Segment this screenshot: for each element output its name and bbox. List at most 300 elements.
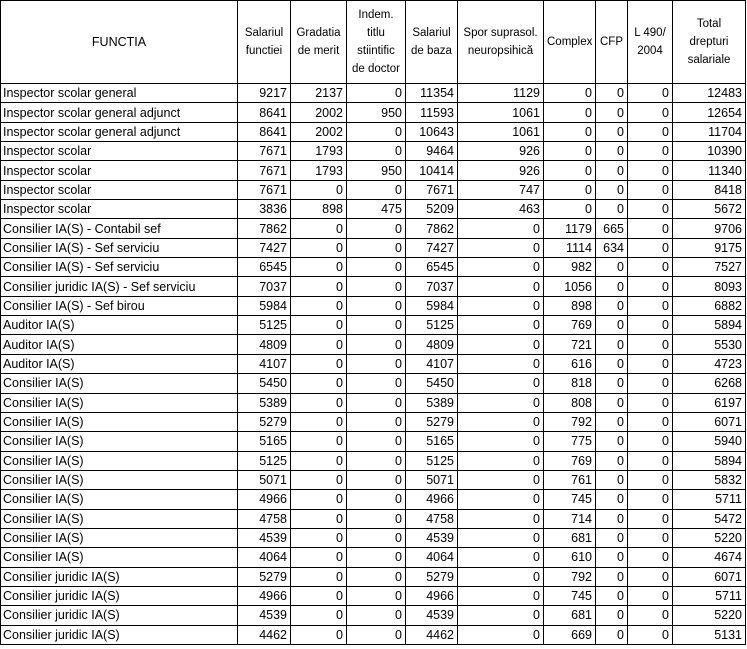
cell-gradatia-de-merit: 0 xyxy=(291,451,347,470)
cell-gradatia-de-merit: 0 xyxy=(291,258,347,277)
cell-salariul-functiei: 8641 xyxy=(238,122,291,141)
cell-salariul-de-baza: 5279 xyxy=(406,567,458,586)
table-row xyxy=(1,432,746,451)
cell-complex: 1056 xyxy=(544,277,596,296)
cell-indemnizatie-doctor: 0 xyxy=(347,84,406,103)
cell-salariul-functiei: 4539 xyxy=(238,606,291,625)
cell-functia: Consilier IA(S) - Sef serviciu xyxy=(1,258,238,277)
cell-complex: 745 xyxy=(544,490,596,509)
cell-l490-2004: 0 xyxy=(628,548,673,567)
cell-total-drepturi: 12483 xyxy=(673,84,746,103)
cell-cfp: 0 xyxy=(596,103,628,122)
cell-cfp: 0 xyxy=(596,432,628,451)
cell-salariul-de-baza: 10414 xyxy=(406,161,458,180)
cell-gradatia-de-merit: 0 xyxy=(291,180,347,199)
cell-l490-2004: 0 xyxy=(628,180,673,199)
cell-total-drepturi: 4674 xyxy=(673,548,746,567)
cell-salariul-de-baza: 5165 xyxy=(406,432,458,451)
cell-complex: 0 xyxy=(544,84,596,103)
cell-salariul-functiei: 5125 xyxy=(238,451,291,470)
cell-gradatia-de-merit: 0 xyxy=(291,470,347,489)
cell-salariul-de-baza: 5125 xyxy=(406,451,458,470)
cell-total-drepturi: 6071 xyxy=(673,567,746,586)
cell-gradatia-de-merit: 0 xyxy=(291,316,347,335)
cell-gradatia-de-merit: 898 xyxy=(291,200,347,219)
cell-gradatia-de-merit: 0 xyxy=(291,238,347,257)
cell-gradatia-de-merit: 0 xyxy=(291,490,347,509)
cell-total-drepturi: 5672 xyxy=(673,200,746,219)
cell-cfp: 0 xyxy=(596,180,628,199)
cell-gradatia-de-merit: 0 xyxy=(291,335,347,354)
cell-total-drepturi: 4723 xyxy=(673,354,746,373)
cell-functia: Inspector scolar general xyxy=(1,84,238,103)
cell-complex: 669 xyxy=(544,625,596,644)
cell-salariul-functiei: 4809 xyxy=(238,335,291,354)
cell-indemnizatie-doctor: 0 xyxy=(347,316,406,335)
cell-l490-2004: 0 xyxy=(628,219,673,238)
cell-indemnizatie-doctor: 0 xyxy=(347,354,406,373)
cell-cfp: 0 xyxy=(596,509,628,528)
cell-salariul-functiei: 4107 xyxy=(238,354,291,373)
cell-spor-suprasolicitare: 0 xyxy=(458,606,544,625)
cell-complex: 1179 xyxy=(544,219,596,238)
cell-indemnizatie-doctor: 950 xyxy=(347,103,406,122)
cell-salariul-de-baza: 9464 xyxy=(406,142,458,161)
cell-gradatia-de-merit: 0 xyxy=(291,393,347,412)
cell-functia: Consilier IA(S) xyxy=(1,490,238,509)
cell-l490-2004: 0 xyxy=(628,335,673,354)
table-row xyxy=(1,161,746,180)
cell-cfp: 0 xyxy=(596,122,628,141)
cell-complex: 769 xyxy=(544,451,596,470)
cell-total-drepturi: 8093 xyxy=(673,277,746,296)
cell-cfp: 0 xyxy=(596,354,628,373)
cell-functia: Consilier juridic IA(S) xyxy=(1,567,238,586)
cell-indemnizatie-doctor: 0 xyxy=(347,509,406,528)
cell-complex: 898 xyxy=(544,296,596,315)
cell-functia: Consilier juridic IA(S) xyxy=(1,586,238,605)
cell-gradatia-de-merit: 1793 xyxy=(291,161,347,180)
cell-cfp: 0 xyxy=(596,393,628,412)
table-row xyxy=(1,219,746,238)
cell-salariul-de-baza: 4462 xyxy=(406,625,458,644)
cell-complex: 0 xyxy=(544,180,596,199)
cell-total-drepturi: 6268 xyxy=(673,374,746,393)
cell-l490-2004: 0 xyxy=(628,142,673,161)
cell-spor-suprasolicitare: 0 xyxy=(458,258,544,277)
cell-salariul-functiei: 7037 xyxy=(238,277,291,296)
cell-salariul-de-baza: 5984 xyxy=(406,296,458,315)
cell-total-drepturi: 5220 xyxy=(673,528,746,547)
cell-cfp: 0 xyxy=(596,528,628,547)
cell-indemnizatie-doctor: 0 xyxy=(347,122,406,141)
cell-total-drepturi: 9706 xyxy=(673,219,746,238)
cell-l490-2004: 0 xyxy=(628,258,673,277)
cell-gradatia-de-merit: 0 xyxy=(291,296,347,315)
cell-gradatia-de-merit: 2002 xyxy=(291,103,347,122)
cell-total-drepturi: 6882 xyxy=(673,296,746,315)
cell-l490-2004: 0 xyxy=(628,606,673,625)
table-row xyxy=(1,238,746,257)
cell-cfp: 0 xyxy=(596,142,628,161)
cell-functia: Inspector scolar xyxy=(1,200,238,219)
cell-salariul-de-baza: 7862 xyxy=(406,219,458,238)
cell-l490-2004: 0 xyxy=(628,625,673,644)
cell-total-drepturi: 9175 xyxy=(673,238,746,257)
cell-salariul-functiei: 9217 xyxy=(238,84,291,103)
cell-l490-2004: 0 xyxy=(628,238,673,257)
cell-cfp: 0 xyxy=(596,84,628,103)
cell-functia: Consilier IA(S) xyxy=(1,509,238,528)
table-row xyxy=(1,548,746,567)
cell-salariul-de-baza: 4809 xyxy=(406,335,458,354)
cell-functia: Consilier IA(S) - Contabil sef xyxy=(1,219,238,238)
cell-complex: 808 xyxy=(544,393,596,412)
cell-salariul-functiei: 5984 xyxy=(238,296,291,315)
cell-cfp: 0 xyxy=(596,606,628,625)
cell-indemnizatie-doctor: 0 xyxy=(347,393,406,412)
cell-indemnizatie-doctor: 0 xyxy=(347,548,406,567)
cell-indemnizatie-doctor: 0 xyxy=(347,296,406,315)
cell-cfp: 665 xyxy=(596,219,628,238)
cell-cfp: 0 xyxy=(596,625,628,644)
cell-cfp: 0 xyxy=(596,567,628,586)
cell-complex: 721 xyxy=(544,335,596,354)
table-row xyxy=(1,528,746,547)
cell-spor-suprasolicitare: 0 xyxy=(458,393,544,412)
cell-salariul-de-baza: 11354 xyxy=(406,84,458,103)
cell-salariul-functiei: 5279 xyxy=(238,412,291,431)
table-row xyxy=(1,509,746,528)
cell-salariul-functiei: 4966 xyxy=(238,586,291,605)
table-row xyxy=(1,277,746,296)
table-row xyxy=(1,296,746,315)
cell-indemnizatie-doctor: 0 xyxy=(347,586,406,605)
cell-complex: 745 xyxy=(544,586,596,605)
cell-salariul-functiei: 5279 xyxy=(238,567,291,586)
cell-spor-suprasolicitare: 926 xyxy=(458,142,544,161)
cell-total-drepturi: 5711 xyxy=(673,490,746,509)
header-salariul-functiei: Salariul functiei xyxy=(238,1,291,84)
cell-total-drepturi: 6197 xyxy=(673,393,746,412)
cell-complex: 610 xyxy=(544,548,596,567)
cell-functia: Consilier juridic IA(S) xyxy=(1,625,238,644)
cell-indemnizatie-doctor: 0 xyxy=(347,219,406,238)
cell-salariul-de-baza: 4966 xyxy=(406,586,458,605)
cell-functia: Auditor IA(S) xyxy=(1,335,238,354)
cell-spor-suprasolicitare: 0 xyxy=(458,470,544,489)
cell-salariul-functiei: 4966 xyxy=(238,490,291,509)
cell-indemnizatie-doctor: 0 xyxy=(347,528,406,547)
cell-l490-2004: 0 xyxy=(628,432,673,451)
cell-functia: Consilier IA(S) xyxy=(1,548,238,567)
cell-salariul-de-baza: 5125 xyxy=(406,316,458,335)
cell-functia: Inspector scolar general adjunct xyxy=(1,103,238,122)
cell-indemnizatie-doctor: 0 xyxy=(347,180,406,199)
header-total-drepturi: Total drepturi salariale xyxy=(673,1,746,84)
cell-cfp: 634 xyxy=(596,238,628,257)
cell-spor-suprasolicitare: 747 xyxy=(458,180,544,199)
cell-gradatia-de-merit: 0 xyxy=(291,412,347,431)
table-row xyxy=(1,374,746,393)
cell-functia: Consilier IA(S) xyxy=(1,470,238,489)
cell-cfp: 0 xyxy=(596,161,628,180)
cell-gradatia-de-merit: 0 xyxy=(291,509,347,528)
cell-indemnizatie-doctor: 0 xyxy=(347,606,406,625)
cell-complex: 982 xyxy=(544,258,596,277)
cell-salariul-de-baza: 4539 xyxy=(406,606,458,625)
cell-functia: Auditor IA(S) xyxy=(1,316,238,335)
cell-functia: Consilier IA(S) xyxy=(1,451,238,470)
cell-complex: 761 xyxy=(544,470,596,489)
cell-complex: 769 xyxy=(544,316,596,335)
cell-l490-2004: 0 xyxy=(628,528,673,547)
cell-l490-2004: 0 xyxy=(628,451,673,470)
cell-complex: 0 xyxy=(544,200,596,219)
table-row xyxy=(1,180,746,199)
cell-cfp: 0 xyxy=(596,277,628,296)
table-row xyxy=(1,567,746,586)
cell-indemnizatie-doctor: 0 xyxy=(347,490,406,509)
cell-total-drepturi: 5894 xyxy=(673,451,746,470)
cell-l490-2004: 0 xyxy=(628,393,673,412)
cell-spor-suprasolicitare: 0 xyxy=(458,490,544,509)
cell-indemnizatie-doctor: 0 xyxy=(347,470,406,489)
cell-l490-2004: 0 xyxy=(628,161,673,180)
cell-l490-2004: 0 xyxy=(628,374,673,393)
cell-complex: 681 xyxy=(544,528,596,547)
cell-cfp: 0 xyxy=(596,335,628,354)
cell-spor-suprasolicitare: 0 xyxy=(458,625,544,644)
cell-spor-suprasolicitare: 926 xyxy=(458,161,544,180)
cell-salariul-de-baza: 4064 xyxy=(406,548,458,567)
cell-cfp: 0 xyxy=(596,296,628,315)
cell-spor-suprasolicitare: 0 xyxy=(458,335,544,354)
header-spor-suprasolicitare: Spor suprasol. neuropsihică xyxy=(458,1,544,84)
cell-indemnizatie-doctor: 0 xyxy=(347,451,406,470)
cell-functia: Inspector scolar xyxy=(1,180,238,199)
cell-gradatia-de-merit: 0 xyxy=(291,354,347,373)
cell-cfp: 0 xyxy=(596,586,628,605)
cell-l490-2004: 0 xyxy=(628,354,673,373)
table-row xyxy=(1,470,746,489)
cell-complex: 1114 xyxy=(544,238,596,257)
cell-functia: Consilier IA(S) xyxy=(1,528,238,547)
table-row xyxy=(1,354,746,373)
cell-cfp: 0 xyxy=(596,451,628,470)
cell-salariul-de-baza: 5071 xyxy=(406,470,458,489)
cell-cfp: 0 xyxy=(596,374,628,393)
cell-complex: 792 xyxy=(544,412,596,431)
cell-salariul-de-baza: 10643 xyxy=(406,122,458,141)
cell-salariul-functiei: 4462 xyxy=(238,625,291,644)
cell-cfp: 0 xyxy=(596,412,628,431)
table-body xyxy=(1,84,746,645)
cell-gradatia-de-merit: 2137 xyxy=(291,84,347,103)
cell-salariul-functiei: 4758 xyxy=(238,509,291,528)
cell-spor-suprasolicitare: 0 xyxy=(458,374,544,393)
cell-spor-suprasolicitare: 0 xyxy=(458,528,544,547)
cell-salariul-de-baza: 5389 xyxy=(406,393,458,412)
table-row xyxy=(1,200,746,219)
cell-cfp: 0 xyxy=(596,258,628,277)
cell-complex: 681 xyxy=(544,606,596,625)
cell-indemnizatie-doctor: 0 xyxy=(347,258,406,277)
cell-salariul-functiei: 3836 xyxy=(238,200,291,219)
cell-total-drepturi: 6071 xyxy=(673,412,746,431)
cell-complex: 714 xyxy=(544,509,596,528)
cell-cfp: 0 xyxy=(596,470,628,489)
cell-spor-suprasolicitare: 0 xyxy=(458,354,544,373)
table-row xyxy=(1,412,746,431)
cell-l490-2004: 0 xyxy=(628,470,673,489)
cell-functia: Consilier IA(S) - Sef serviciu xyxy=(1,238,238,257)
cell-complex: 775 xyxy=(544,432,596,451)
cell-salariul-de-baza: 7427 xyxy=(406,238,458,257)
cell-salariul-functiei: 5450 xyxy=(238,374,291,393)
cell-salariul-de-baza: 4107 xyxy=(406,354,458,373)
cell-l490-2004: 0 xyxy=(628,586,673,605)
header-l490-2004: L 490/ 2004 xyxy=(628,1,673,84)
cell-indemnizatie-doctor: 0 xyxy=(347,625,406,644)
cell-indemnizatie-doctor: 0 xyxy=(347,567,406,586)
table-row xyxy=(1,451,746,470)
cell-functia: Consilier IA(S) xyxy=(1,432,238,451)
cell-l490-2004: 0 xyxy=(628,490,673,509)
cell-total-drepturi: 5220 xyxy=(673,606,746,625)
cell-gradatia-de-merit: 0 xyxy=(291,277,347,296)
cell-salariul-functiei: 5071 xyxy=(238,470,291,489)
cell-salariul-functiei: 6545 xyxy=(238,258,291,277)
cell-spor-suprasolicitare: 0 xyxy=(458,567,544,586)
cell-gradatia-de-merit: 1793 xyxy=(291,142,347,161)
cell-complex: 0 xyxy=(544,122,596,141)
cell-total-drepturi: 8418 xyxy=(673,180,746,199)
cell-spor-suprasolicitare: 0 xyxy=(458,238,544,257)
cell-functia: Inspector scolar xyxy=(1,161,238,180)
table-row xyxy=(1,490,746,509)
cell-functia: Auditor IA(S) xyxy=(1,354,238,373)
table-row xyxy=(1,625,746,644)
table-row xyxy=(1,316,746,335)
header-functia: FUNCTIA xyxy=(1,1,238,84)
cell-spor-suprasolicitare: 0 xyxy=(458,277,544,296)
cell-spor-suprasolicitare: 0 xyxy=(458,219,544,238)
cell-l490-2004: 0 xyxy=(628,509,673,528)
header-gradatia-de-merit: Gradatia de merit xyxy=(291,1,347,84)
cell-functia: Consilier juridic IA(S) xyxy=(1,606,238,625)
cell-spor-suprasolicitare: 1129 xyxy=(458,84,544,103)
cell-spor-suprasolicitare: 1061 xyxy=(458,122,544,141)
cell-salariul-functiei: 4539 xyxy=(238,528,291,547)
cell-total-drepturi: 5530 xyxy=(673,335,746,354)
cell-functia: Consilier juridic IA(S) - Sef serviciu xyxy=(1,277,238,296)
cell-total-drepturi: 5832 xyxy=(673,470,746,489)
cell-salariul-functiei: 7671 xyxy=(238,142,291,161)
cell-salariul-de-baza: 7671 xyxy=(406,180,458,199)
cell-complex: 0 xyxy=(544,142,596,161)
table-row xyxy=(1,142,746,161)
cell-functia: Inspector scolar general adjunct xyxy=(1,122,238,141)
cell-indemnizatie-doctor: 0 xyxy=(347,277,406,296)
cell-total-drepturi: 7527 xyxy=(673,258,746,277)
cell-salariul-functiei: 5389 xyxy=(238,393,291,412)
header-salariul-de-baza: Salariul de baza xyxy=(406,1,458,84)
cell-gradatia-de-merit: 0 xyxy=(291,625,347,644)
header-row xyxy=(1,1,746,84)
cell-total-drepturi: 5894 xyxy=(673,316,746,335)
cell-salariul-functiei: 5165 xyxy=(238,432,291,451)
cell-indemnizatie-doctor: 0 xyxy=(347,238,406,257)
cell-spor-suprasolicitare: 0 xyxy=(458,548,544,567)
cell-cfp: 0 xyxy=(596,548,628,567)
cell-spor-suprasolicitare: 0 xyxy=(458,451,544,470)
cell-salariul-de-baza: 11593 xyxy=(406,103,458,122)
cell-l490-2004: 0 xyxy=(628,296,673,315)
cell-l490-2004: 0 xyxy=(628,567,673,586)
cell-salariul-functiei: 7671 xyxy=(238,180,291,199)
cell-total-drepturi: 5131 xyxy=(673,625,746,644)
cell-l490-2004: 0 xyxy=(628,103,673,122)
cell-indemnizatie-doctor: 0 xyxy=(347,374,406,393)
cell-indemnizatie-doctor: 475 xyxy=(347,200,406,219)
cell-gradatia-de-merit: 0 xyxy=(291,219,347,238)
cell-l490-2004: 0 xyxy=(628,412,673,431)
cell-indemnizatie-doctor: 0 xyxy=(347,335,406,354)
cell-functia: Inspector scolar xyxy=(1,142,238,161)
table-row xyxy=(1,335,746,354)
table-row xyxy=(1,586,746,605)
cell-spor-suprasolicitare: 0 xyxy=(458,432,544,451)
cell-salariul-functiei: 7427 xyxy=(238,238,291,257)
cell-functia: Consilier IA(S) - Sef birou xyxy=(1,296,238,315)
cell-salariul-functiei: 5125 xyxy=(238,316,291,335)
cell-gradatia-de-merit: 0 xyxy=(291,374,347,393)
cell-cfp: 0 xyxy=(596,200,628,219)
cell-complex: 818 xyxy=(544,374,596,393)
cell-salariul-de-baza: 5279 xyxy=(406,412,458,431)
cell-salariul-functiei: 4064 xyxy=(238,548,291,567)
cell-gradatia-de-merit: 0 xyxy=(291,548,347,567)
table-row xyxy=(1,606,746,625)
table-row xyxy=(1,122,746,141)
cell-salariul-de-baza: 4966 xyxy=(406,490,458,509)
cell-functia: Consilier IA(S) xyxy=(1,412,238,431)
cell-functia: Consilier IA(S) xyxy=(1,374,238,393)
cell-total-drepturi: 12654 xyxy=(673,103,746,122)
cell-l490-2004: 0 xyxy=(628,316,673,335)
cell-functia: Consilier IA(S) xyxy=(1,393,238,412)
cell-gradatia-de-merit: 0 xyxy=(291,432,347,451)
cell-spor-suprasolicitare: 0 xyxy=(458,316,544,335)
header-complex: Complex xyxy=(544,1,596,84)
header-indemnizatie-doctor: Indem. titlu stiintific de doctor xyxy=(347,1,406,84)
cell-salariul-functiei: 7671 xyxy=(238,161,291,180)
cell-salariul-functiei: 8641 xyxy=(238,103,291,122)
cell-spor-suprasolicitare: 0 xyxy=(458,412,544,431)
table-row xyxy=(1,258,746,277)
cell-gradatia-de-merit: 2002 xyxy=(291,122,347,141)
cell-indemnizatie-doctor: 950 xyxy=(347,161,406,180)
cell-indemnizatie-doctor: 0 xyxy=(347,412,406,431)
cell-gradatia-de-merit: 0 xyxy=(291,586,347,605)
cell-salariul-de-baza: 7037 xyxy=(406,277,458,296)
cell-gradatia-de-merit: 0 xyxy=(291,567,347,586)
cell-total-drepturi: 10390 xyxy=(673,142,746,161)
header-cfp: CFP xyxy=(596,1,628,84)
cell-salariul-de-baza: 4539 xyxy=(406,528,458,547)
cell-indemnizatie-doctor: 0 xyxy=(347,142,406,161)
